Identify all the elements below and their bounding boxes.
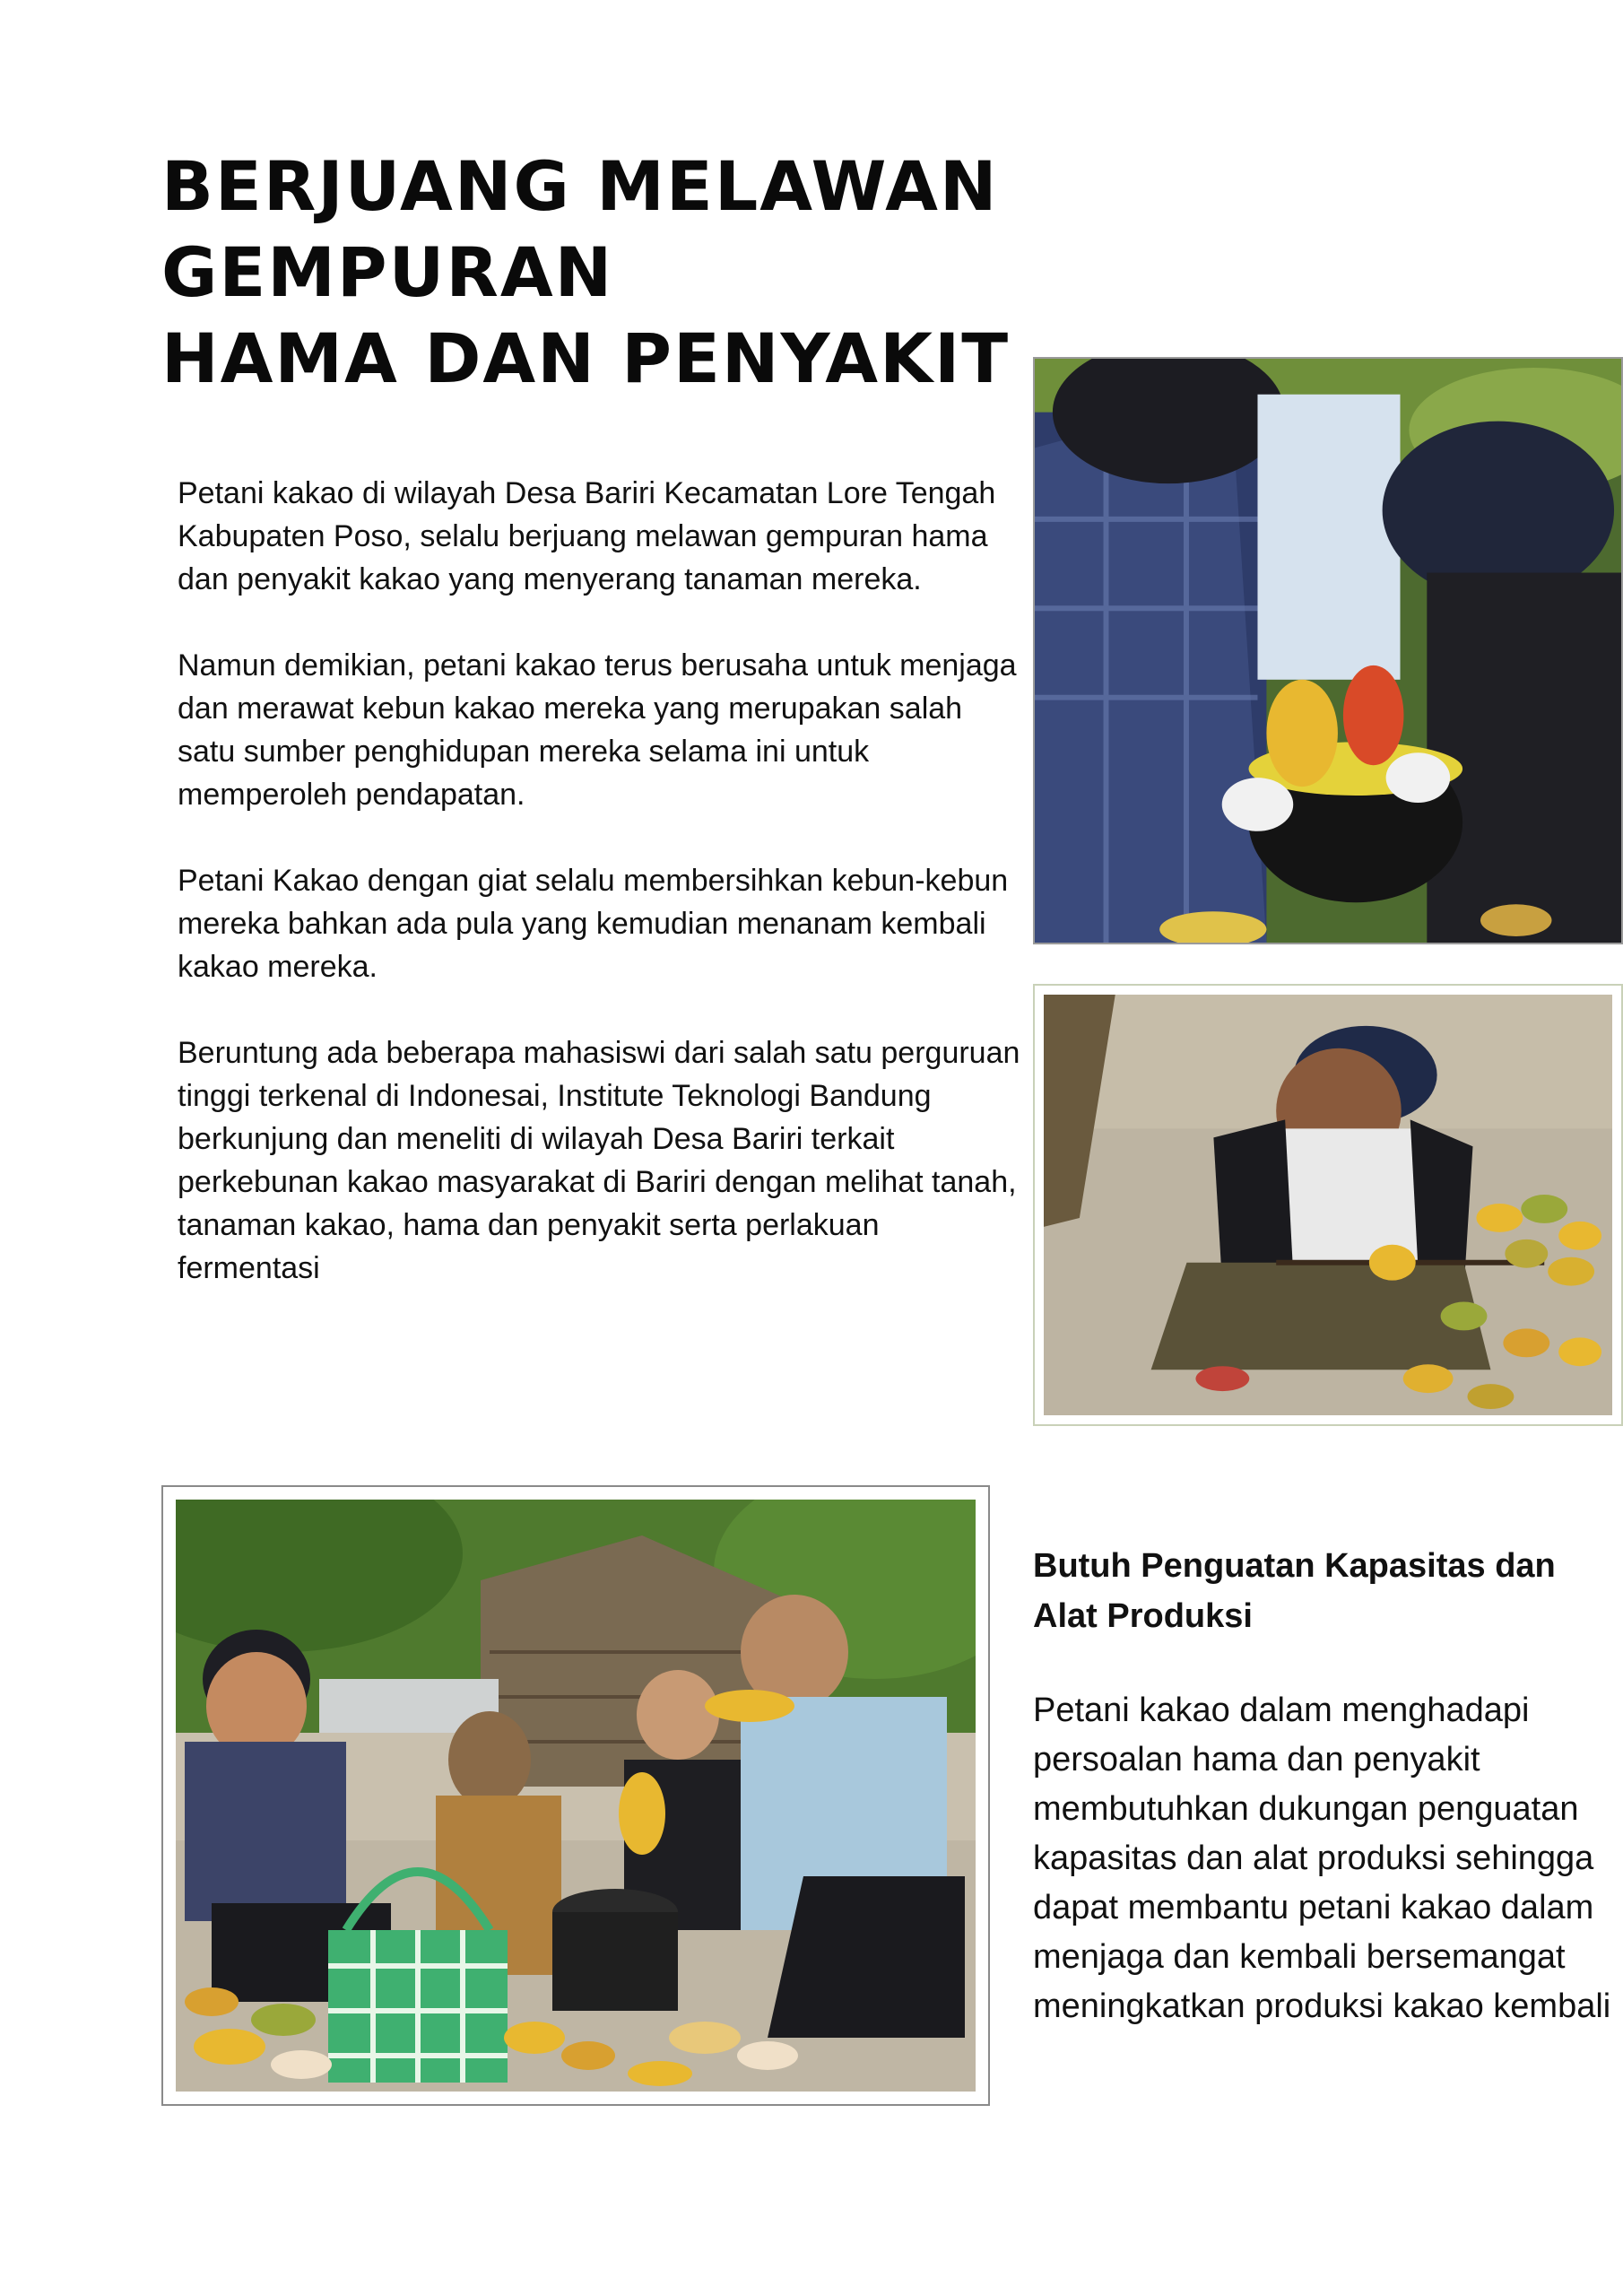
paragraph-1: Petani kakao di wilayah Desa Bariri Kecamatan Lore Tengah Kabupaten Poso, selalu berjuang melawan gempuran hama dan penyakit kakao yang menyerang tanaman mereka. <box>178 476 996 596</box>
title-line-1: BERJUANG MELAWAN GEMPURAN <box>161 146 999 312</box>
sidebar-heading: Butuh Penguatan Kapasitas dan Alat Produksi <box>1033 1547 1556 1635</box>
photo-group-with-cacao <box>161 1485 990 2106</box>
sidebar-text: Petani kakao dalam menghadapi persoalan hama dan penyakit membutuhkan dukungan penguatan kapasitas dan alat produksi sehingga dapat membantu petani kakao dalam menjaga dan kembali bersemangat meningkatkan produksi kakao kembali <box>1033 1692 1611 2025</box>
paragraph-3: Petani Kakao dengan giat selalu membersihkan kebun-kebun mereka bahkan ada pula yang kemudian menanam kembali kakao mereka. <box>178 864 1009 984</box>
photo-student-splitting-pod <box>1033 984 1623 1426</box>
paragraph-4: Beruntung ada beberapa mahasiswi dari salah satu perguruan tinggi terkenal di Indonesai, Institute Teknologi Bandung berkunjung dan meneliti di wilayah Desa Bariri terkait perkebunan kakao masyarakat di Bariri dengan melihat tanah, tanaman kakao, hama dan penyakit serta perlakuan fermentasi <box>178 1036 1020 1285</box>
photo-students-opening-pods <box>1033 357 1623 944</box>
title-line-2: HAMA DAN PENYAKIT <box>161 318 1011 398</box>
paragraph-2: Namun demikian, petani kakao terus berusaha untuk menjaga dan merawat kebun kakao mereka yang merupakan salah satu sumber penghidupan mereka selama ini untuk memperoleh pendapatan. <box>178 648 1017 812</box>
article-body <box>178 472 1020 1333</box>
